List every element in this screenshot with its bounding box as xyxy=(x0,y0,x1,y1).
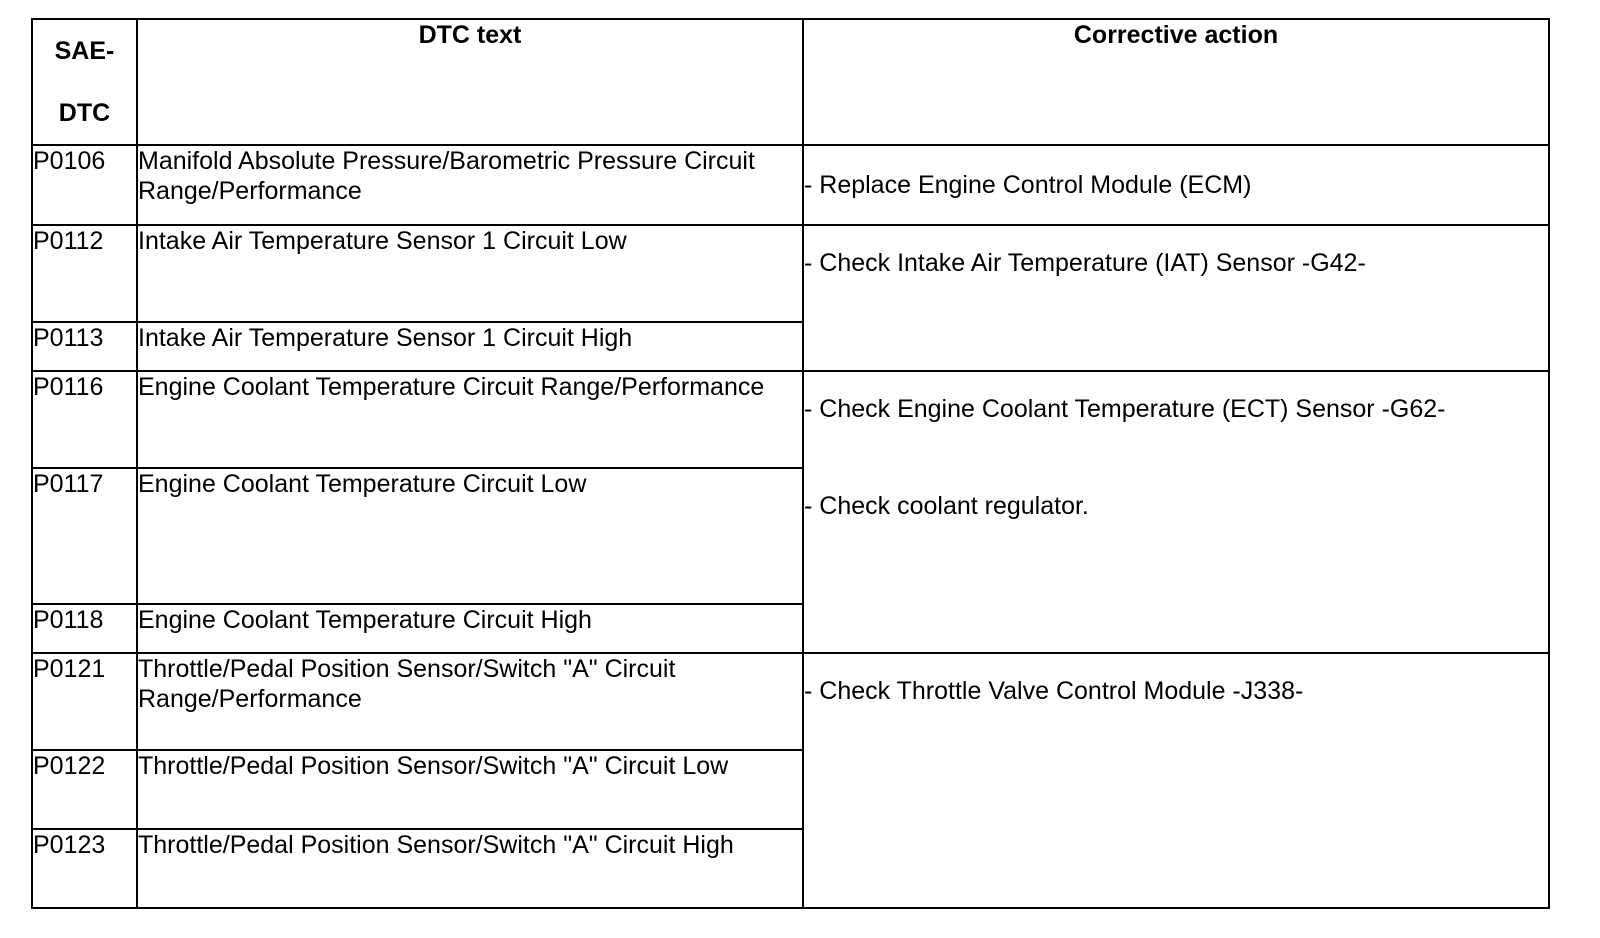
dtc-text: Intake Air Temperature Sensor 1 Circuit High xyxy=(137,322,803,371)
table-row xyxy=(32,371,1549,468)
dtc-text: Manifold Absolute Pressure/Barometric Pressure Circuit Range/Performance xyxy=(137,145,803,225)
header-corrective-action: Corrective action xyxy=(803,19,1549,145)
dtc-code: P0123 xyxy=(32,829,137,908)
dtc-text: Engine Coolant Temperature Circuit Low xyxy=(137,468,803,604)
action-check-coolant-regulator: - Check coolant regulator. xyxy=(804,492,1089,520)
action-check-iat: - Check Intake Air Temperature (IAT) Sensor -G42- xyxy=(804,249,1366,277)
dtc-text: Throttle/Pedal Position Sensor/Switch "A" Circuit High xyxy=(137,829,803,908)
action-check-throttle-module: - Check Throttle Valve Control Module -J338- xyxy=(804,677,1304,705)
dtc-code: P0121 xyxy=(32,653,137,750)
table-row xyxy=(32,225,1549,322)
dtc-text: Intake Air Temperature Sensor 1 Circuit Low xyxy=(137,225,803,322)
dtc-text: Engine Coolant Temperature Circuit High xyxy=(137,604,803,653)
dtc-code: P0118 xyxy=(32,604,137,653)
dtc-text: Throttle/Pedal Position Sensor/Switch "A" Circuit Range/Performance xyxy=(137,653,803,750)
dtc-code: P0116 xyxy=(32,371,137,468)
action-replace-ecm: - Replace Engine Control Module (ECM) xyxy=(804,171,1252,199)
header-row xyxy=(32,19,1549,145)
table-row xyxy=(32,145,1549,225)
dtc-code: P0122 xyxy=(32,750,137,829)
corrective-action xyxy=(803,653,1549,908)
corrective-action xyxy=(803,145,1549,225)
header-sae-dtc xyxy=(32,19,137,145)
table-row xyxy=(32,653,1549,750)
header-sae-dtc-line1: SAE- xyxy=(54,37,115,65)
dtc-text: Engine Coolant Temperature Circuit Range/Performance xyxy=(137,371,803,468)
corrective-action xyxy=(803,371,1549,653)
header-sae-dtc-line2: DTC xyxy=(58,99,111,127)
action-check-ect-sensor: - Check Engine Coolant Temperature (ECT) Sensor -G62- xyxy=(804,395,1446,423)
dtc-code: P0106 xyxy=(32,145,137,225)
dtc-code: P0112 xyxy=(32,225,137,322)
dtc-code: P0117 xyxy=(32,468,137,604)
corrective-action xyxy=(803,225,1549,371)
dtc-text: Throttle/Pedal Position Sensor/Switch "A" Circuit Low xyxy=(137,750,803,829)
dtc-table xyxy=(31,18,1550,909)
header-dtc-text: DTC text xyxy=(137,19,803,145)
dtc-code: P0113 xyxy=(32,322,137,371)
